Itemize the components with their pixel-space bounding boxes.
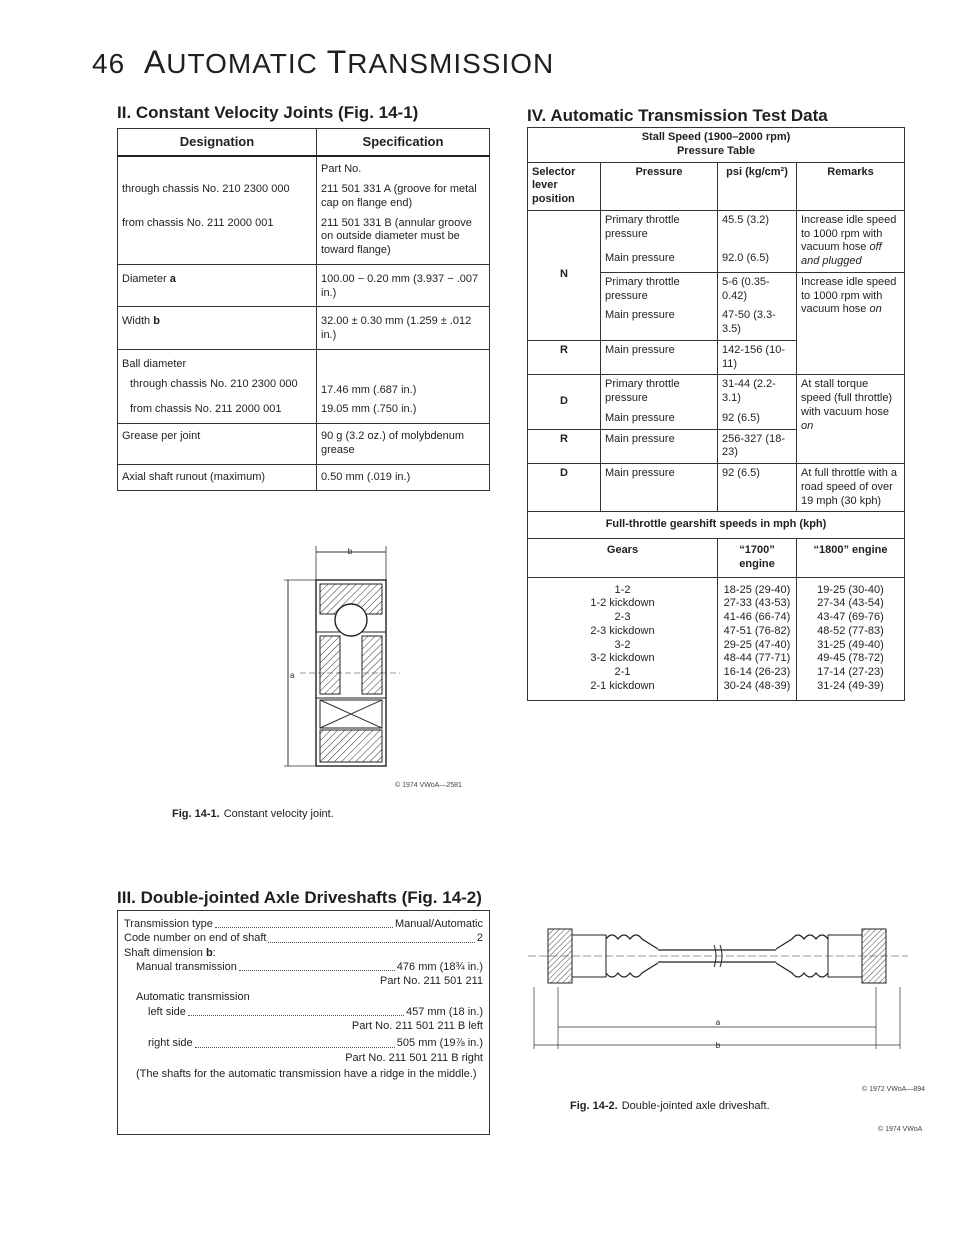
title-initial-t: T	[326, 44, 348, 80]
part-number: Part No. 211 501 211	[380, 975, 483, 988]
page-number: 46	[92, 48, 126, 79]
gearshift-header: Full-throttle gearshift speeds in mph (kph)	[528, 512, 905, 539]
engine-1800-cell: 19-25 (30-40) 27-34 (43-54) 43-47 (69-76) 48-52 (77-83) 31-25 (49-40) 49-45 (78-72) 17-14 (27-23) 31-24 (49-39)	[797, 577, 905, 700]
pressure-cell: Main pressure	[601, 340, 718, 375]
spec-cell: 211 501 331 B (annular groove on outside diameter must be toward flange)	[317, 214, 490, 265]
cv-joint-drawing	[280, 540, 410, 780]
col-selector: Selector lever position	[528, 162, 601, 210]
section-4-title: IV. Automatic Transmission Test Data	[527, 106, 828, 125]
remarks-cell: At full throttle with a road speed of over 19 mph (30 kph)	[797, 464, 905, 512]
fig-14-2-label: Fig. 14-2.	[570, 1100, 618, 1112]
fig-14-2-caption: Fig. 14-2. Double-jointed axle driveshaft.	[570, 1100, 770, 1112]
part-number: Part No. 211 501 211 B left	[351, 1020, 483, 1033]
spec-cell: 0.50 mm (.019 in.)	[317, 464, 490, 491]
table-row	[528, 577, 905, 700]
driveshaft-spec-box	[117, 910, 490, 1135]
list-item: Code number on end of shaft 2	[124, 932, 483, 945]
cv-joint-spec-table	[117, 128, 490, 491]
note-text: (The shafts for the automatic transmission have a ridge in the middle.)	[136, 1067, 477, 1080]
psi-cell: 142-156 (10-11)	[718, 340, 797, 375]
fig-14-1-credit: © 1974 VWoA—2581	[395, 782, 462, 789]
table-row	[528, 210, 905, 249]
designation-cell: Width b	[118, 307, 317, 350]
table-row	[118, 180, 490, 214]
pressure-cell: Main pressure	[601, 464, 718, 512]
designation-cell: Grease per joint	[118, 424, 317, 465]
page-header	[92, 44, 554, 81]
dim-b-label: b	[715, 1041, 721, 1050]
psi-cell: 92 (6.5)	[718, 464, 797, 512]
footer-credit: © 1974 VWoA	[878, 1126, 923, 1133]
table-row	[118, 307, 490, 350]
stall-speed-header: Stall Speed (1900–2000 rpm) Pressure Table	[528, 128, 905, 163]
selector-cell: D	[528, 375, 601, 429]
selector-cell: R	[528, 340, 601, 375]
psi-cell: 31-44 (2.2-3.1)	[718, 375, 797, 409]
pressure-cell: Main pressure	[601, 429, 718, 464]
list-item: left side 457 mm (18 in.)	[148, 1005, 483, 1018]
pressure-cell: Main pressure	[601, 249, 718, 272]
section-3-title: III. Double-jointed Axle Driveshafts (Fig. 14-2)	[117, 888, 482, 907]
gears-cell: 1-2 1-2 kickdown 2-3 2-3 kickdown 3-2 3-2 kickdown 2-1 2-1 kickdown	[528, 577, 718, 700]
remarks-cell: At stall torque speed (full throttle) with vacuum hose on	[797, 375, 905, 464]
pressure-cell: Primary throttle pressure	[601, 272, 718, 306]
designation-cell: Diameter a	[118, 264, 317, 307]
pressure-cell: Main pressure	[601, 409, 718, 429]
selector-cell: N	[528, 210, 601, 340]
spec-cell: 17.46 mm (.687 in.)	[317, 375, 490, 401]
selector-cell: R	[528, 429, 601, 464]
designation-cell: from chassis No. 211 2000 001	[118, 400, 317, 423]
spec-cell: 211 501 331 A (groove for metal cap on flange end)	[317, 180, 490, 214]
col-psi: psi (kg/cm²)	[718, 162, 797, 210]
psi-cell: 92.0 (6.5)	[718, 249, 797, 272]
spec-cell: 19.05 mm (.750 in.)	[317, 400, 490, 423]
fig-14-2-credit: © 1972 VWoA—894	[862, 1086, 926, 1093]
part-number: Part No. 211 501 211 B right	[345, 1051, 483, 1064]
spec-cell: 90 g (3.2 oz.) of molybdenum grease	[317, 424, 490, 465]
table-row	[118, 424, 490, 465]
psi-cell: 256-327 (18-23)	[718, 429, 797, 464]
table-row	[118, 264, 490, 307]
table-row	[118, 214, 490, 265]
list-item: Manual transmission 476 mm (18¾ in.)	[136, 960, 483, 973]
dim-a-label: a	[290, 671, 295, 680]
col-gears: Gears	[528, 539, 718, 578]
section-2-title: II. Constant Velocity Joints (Fig. 14-1)	[117, 103, 419, 122]
col-pressure: Pressure	[601, 162, 718, 210]
pressure-cell: Main pressure	[601, 306, 718, 340]
designation-cell: Ball diameter	[118, 349, 317, 374]
psi-cell: 5-6 (0.35-0.42)	[718, 272, 797, 306]
driveshaft-drawing	[528, 915, 908, 1065]
pressure-cell: Primary throttle pressure	[601, 375, 718, 409]
table-row	[118, 156, 490, 180]
engine-1700-cell: 18-25 (29-40) 27-33 (43-53) 41-46 (66-74) 47-51 (76-82) 29-25 (47-40) 48-44 (77-71) 16-14 (26-23) 30-24 (48-39)	[718, 577, 797, 700]
psi-cell: 47-50 (3.3-3.5)	[718, 306, 797, 340]
table-row	[528, 464, 905, 512]
dim-b-label: b	[347, 547, 353, 556]
spec-cell: 32.00 ± 0.30 mm (1.259 ± .012 in.)	[317, 307, 490, 350]
remarks-cell: Increase idle speed to 1000 rpm with vacuum hose off and plugged	[797, 210, 905, 272]
designation-cell: Axial shaft runout (maximum)	[118, 464, 317, 491]
title-part-t: RANSMISSION	[347, 48, 555, 79]
remarks-cell: Increase idle speed to 1000 rpm with vacuum hose on	[797, 272, 905, 375]
designation-cell: through chassis No. 210 2300 000	[118, 180, 317, 214]
title-initial-a: A	[143, 44, 167, 80]
spec-cell: Part No.	[317, 156, 490, 180]
table-row	[118, 349, 490, 374]
pressure-cell: Primary throttle pressure	[601, 210, 718, 249]
selector-cell: D	[528, 464, 601, 512]
table-row	[118, 375, 490, 401]
table-row	[118, 464, 490, 491]
designation-cell: from chassis No. 211 2000 001	[118, 214, 317, 265]
pressure-table	[527, 127, 905, 701]
col-1800: “1800” engine	[797, 539, 905, 578]
dim-a-label: a	[715, 1018, 721, 1027]
psi-cell: 92 (6.5)	[718, 409, 797, 429]
spec-cell: 100.00 − 0.20 mm (3.937 − .007 in.)	[317, 264, 490, 307]
col-1700: “1700” engine	[718, 539, 797, 578]
table-row	[118, 400, 490, 423]
designation-cell: through chassis No. 210 2300 000	[118, 375, 317, 401]
table-row	[528, 375, 905, 409]
fig-14-1-label: Fig. 14-1.	[172, 808, 220, 820]
psi-cell: 45.5 (3.2)	[718, 210, 797, 249]
list-item: Shaft dimension b:	[124, 946, 216, 959]
list-item: Automatic transmission	[136, 991, 250, 1004]
title-part-a: UTOMATIC	[166, 48, 327, 79]
list-item: Transmission type Manual/Automatic	[124, 918, 483, 930]
col-designation: Designation	[118, 129, 317, 157]
col-specification: Specification	[317, 129, 490, 157]
list-item: right side 505 mm (19⅞ in.)	[148, 1037, 483, 1050]
fig-14-1-caption: Fig. 14-1. Constant velocity joint.	[172, 808, 334, 820]
col-remarks: Remarks	[797, 162, 905, 210]
